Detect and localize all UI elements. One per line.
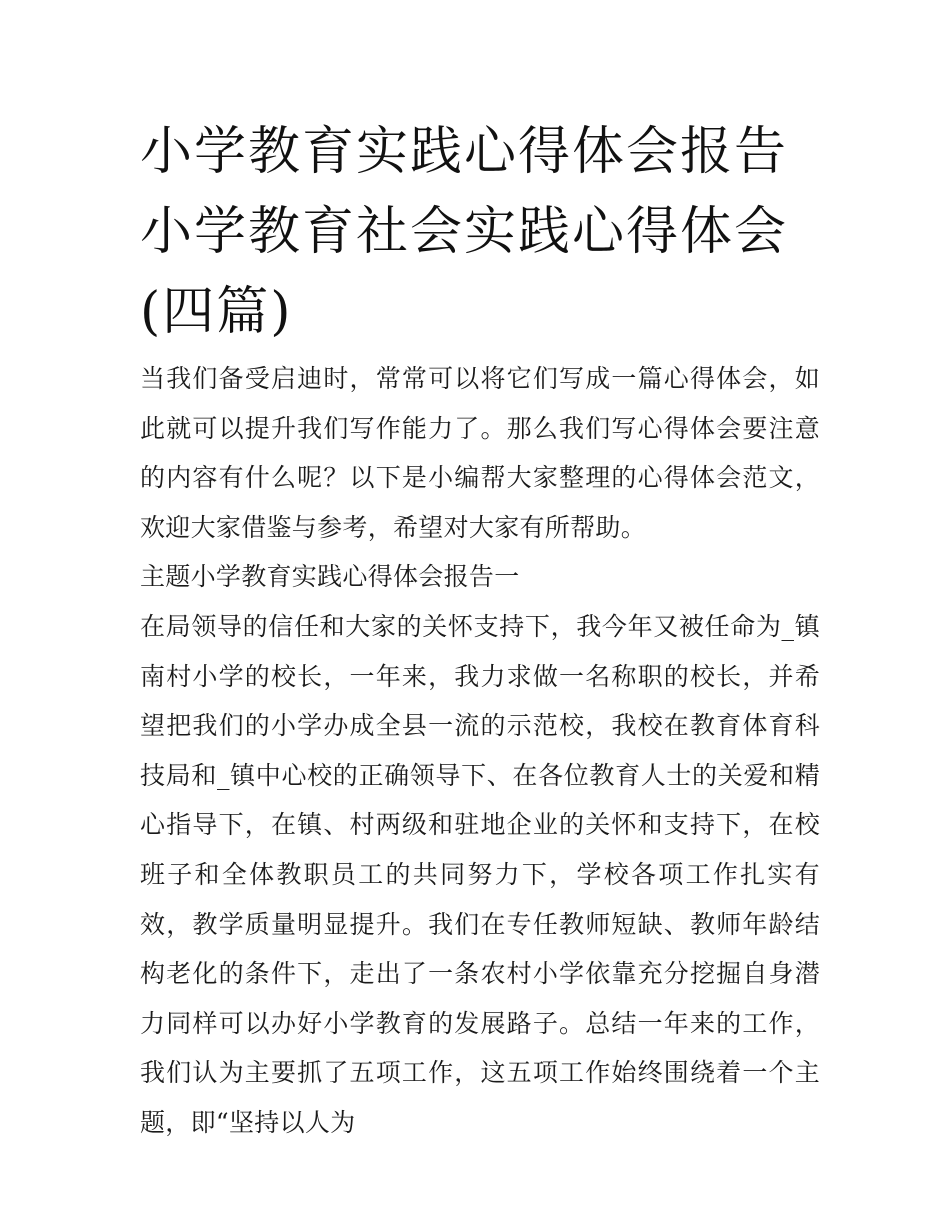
document-title: 小学教育实践心得体会报告 小学教育社会实践心得体会(四篇) (140, 122, 789, 342)
section-heading: 主题小学教育实践心得体会报告一 (140, 562, 520, 592)
section-body-paragraph: 在局领导的信任和大家的关怀支持下，我今年又被任命为_镇南村小学的校长，一年来，我力求做一名称职的校长，并希望把我们的小学办成全县一流的示范校，我校在教育体育科技局和_镇中心校的正确领导下、在各位教育人士的关爱和精心指导下，在镇、村两级和驻地企业的关怀和支持下，在校班子和全体教职员工的共同努力下，学校各项工作扎实有效，教学质量明显提升。我们在专任教师短缺、教师年龄结构老化的条件下，走出了一条农村小学依靠充分挖掘自身潜力同样可以办好小学教育的发展路子。总结一年来的工作，我们认为主要抓了五项工作，这五项工作始终围绕着一个主题，即“坚持以人为 (140, 611, 820, 1137)
document-body (140, 354, 820, 1148)
intro-paragraph: 当我们备受启迪时，常常可以将它们写成一篇心得体会，如此就可以提升我们写作能力了。那么我们写心得体会要注意的内容有什么呢？以下是小编帮大家整理的心得体会范文，欢迎大家借鉴与参考，希望对大家有所帮助。 (140, 364, 820, 542)
